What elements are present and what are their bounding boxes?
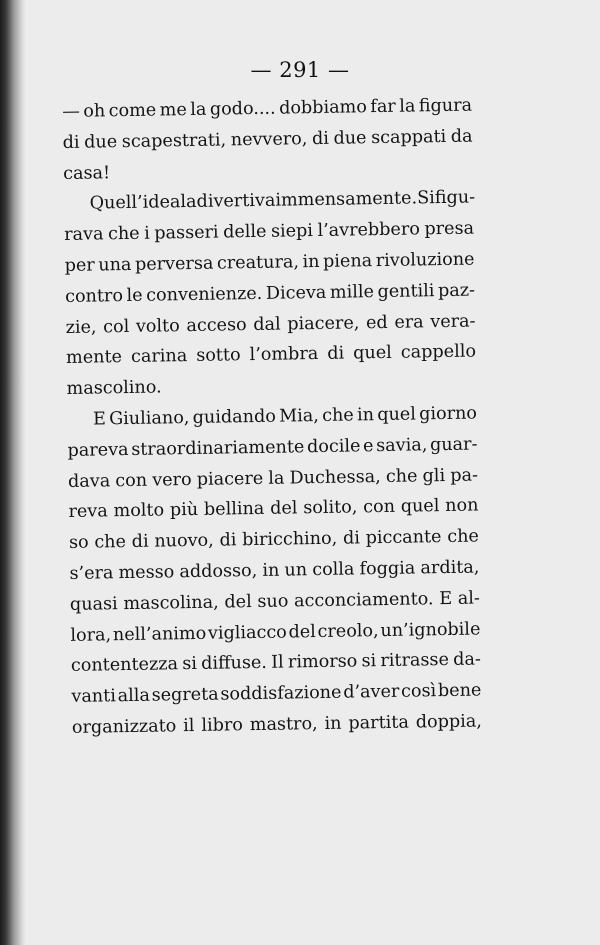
word: s’era [69, 563, 114, 584]
word: rimorso [287, 651, 358, 673]
word: E [92, 409, 107, 430]
word: vigliacco [207, 622, 287, 644]
word: giorno [418, 403, 478, 425]
word: messo [118, 562, 175, 584]
word: mente [65, 347, 123, 369]
paragraph [63, 183, 476, 405]
word: docile [306, 436, 361, 457]
word: colla [312, 559, 355, 581]
word: so [68, 532, 89, 554]
word: nevvero, [230, 128, 308, 151]
word: la [180, 192, 197, 213]
word: l’avrebbero [317, 219, 421, 242]
word: per [64, 255, 95, 276]
word: lora, [70, 624, 112, 646]
word: sotto [196, 345, 241, 367]
word: rava [64, 224, 104, 246]
word: ardita, [420, 557, 480, 579]
word: al- [457, 588, 481, 609]
word: casa! [63, 162, 111, 184]
word: Diceva [265, 282, 327, 304]
word: quasi [69, 593, 118, 615]
word: col [103, 316, 130, 337]
word: non [445, 495, 479, 517]
word: contentezza [70, 654, 179, 677]
word: dava [67, 470, 111, 492]
word: in [262, 560, 280, 581]
word: immensamente. [275, 188, 418, 212]
word: paz- [437, 280, 476, 301]
word: ed [365, 312, 388, 333]
word: siepi [270, 221, 314, 242]
word: acceso [186, 314, 247, 336]
word: di [219, 530, 237, 551]
word: piccante [365, 527, 442, 549]
word: nuovo, [154, 530, 214, 552]
word: Si [416, 188, 435, 209]
word: in [302, 251, 320, 273]
word: godo.... [209, 98, 276, 120]
word: in [356, 405, 375, 426]
word: quel [400, 496, 440, 518]
word: me [159, 100, 187, 121]
word: piacere [196, 468, 264, 490]
word: vero [152, 469, 192, 491]
text-line [62, 121, 472, 158]
word: la [190, 99, 207, 120]
word: Mia, [278, 405, 320, 427]
word: contro [64, 285, 124, 307]
word: Duchessa, [289, 466, 381, 489]
word: alla [117, 685, 151, 707]
word: pareva [67, 439, 129, 461]
word: che [447, 526, 480, 548]
word: savia, [376, 435, 428, 456]
word: delle [222, 221, 267, 243]
word: reva [68, 501, 108, 523]
word: creatura, [216, 252, 300, 274]
word: un’ignobile [380, 619, 481, 641]
word: bene [437, 680, 482, 702]
word: una [98, 254, 132, 276]
word: piena [322, 251, 373, 272]
word: di [311, 128, 330, 149]
word: si [361, 651, 377, 672]
word: straordinariamente [131, 437, 305, 460]
word: come [108, 100, 157, 122]
word: che [107, 223, 140, 245]
word: mascolino. [66, 377, 162, 400]
word: ritrasse [380, 650, 450, 672]
word: diffuse. [201, 653, 268, 675]
word: più [169, 500, 199, 521]
word: perversa [134, 253, 214, 275]
paragraph [67, 398, 482, 743]
word: due [333, 128, 367, 149]
word: mastro, [249, 714, 318, 736]
word: convenienze. [146, 283, 263, 306]
word: vera- [430, 311, 476, 332]
word: che [94, 532, 127, 553]
word: guidando [192, 406, 277, 428]
word: quel [353, 343, 392, 364]
word: partita [348, 712, 410, 734]
word: libro [201, 715, 244, 736]
word: solito, [303, 497, 358, 519]
word: si [182, 654, 198, 675]
word: che [321, 405, 354, 426]
word: del [224, 591, 252, 613]
word: passeri [154, 222, 219, 244]
word: suo [257, 591, 289, 612]
word: oh [83, 101, 106, 122]
word: carina [130, 346, 188, 368]
word: gli [422, 465, 446, 486]
text-line [72, 706, 482, 743]
word: rivoluzione [375, 249, 475, 272]
word: addosso, [179, 560, 258, 583]
word: E [439, 588, 453, 609]
word: il [183, 715, 195, 737]
word: gentili [377, 280, 435, 302]
word: di [342, 528, 361, 549]
word: creolo, [317, 620, 379, 642]
word: in [324, 713, 342, 734]
text-line [69, 522, 479, 559]
word: la [399, 96, 416, 117]
word: l’ombra [249, 344, 319, 366]
word: figu- [434, 187, 476, 209]
word: due [84, 131, 118, 153]
word: dobbiamo [278, 97, 368, 119]
word: era [394, 311, 424, 333]
word: foggia [359, 558, 416, 580]
word: che [385, 466, 418, 487]
word: molto [113, 500, 165, 522]
word: bellina [203, 499, 265, 521]
word: la [268, 468, 285, 489]
word: doppia, [415, 711, 483, 733]
word: da- [452, 649, 482, 671]
word: zie, [65, 317, 97, 338]
word: vanti [71, 686, 117, 708]
paragraph [62, 91, 473, 190]
word: Il [270, 652, 284, 674]
word: acconciamento. [293, 588, 434, 612]
word: organizzato [71, 716, 177, 738]
word: segreta [151, 684, 219, 706]
word: mille [329, 281, 375, 303]
word: scapestrati, [121, 130, 227, 152]
word: biricchino, [241, 528, 338, 551]
word: i [144, 223, 150, 244]
word: presa [424, 218, 475, 240]
word: guar- [429, 434, 478, 456]
word: quel [377, 404, 417, 426]
word: cappello [400, 341, 477, 364]
word: con [115, 470, 148, 491]
word: di [327, 343, 345, 365]
word: di [131, 531, 149, 553]
word: da [450, 126, 473, 147]
word: d’aver [343, 681, 400, 703]
word: figura [418, 95, 473, 117]
word: e [362, 435, 374, 457]
word: Giuliano, [109, 408, 190, 430]
word: di [62, 132, 80, 153]
word: con [363, 497, 396, 518]
word: così [400, 681, 437, 702]
word: scappati [370, 126, 447, 148]
word: — [62, 101, 80, 122]
word: mascolina, [123, 592, 219, 614]
body-text [62, 91, 482, 744]
word: divertiva [196, 191, 276, 213]
word: del [269, 498, 298, 520]
word: soddisfazione [220, 682, 342, 705]
word: Quell’idea [89, 192, 181, 214]
word: un [284, 560, 308, 581]
word: pa- [450, 465, 479, 486]
word: volto [135, 315, 180, 337]
word: far [370, 96, 396, 118]
word: dal [253, 314, 281, 335]
word: le [126, 285, 143, 306]
word: del [288, 621, 317, 643]
text-line [66, 337, 476, 374]
word: piacere, [287, 312, 360, 335]
page-number: — 291 — [250, 58, 350, 82]
binding-shadow [0, 0, 26, 945]
word: nell’animo [112, 623, 207, 645]
